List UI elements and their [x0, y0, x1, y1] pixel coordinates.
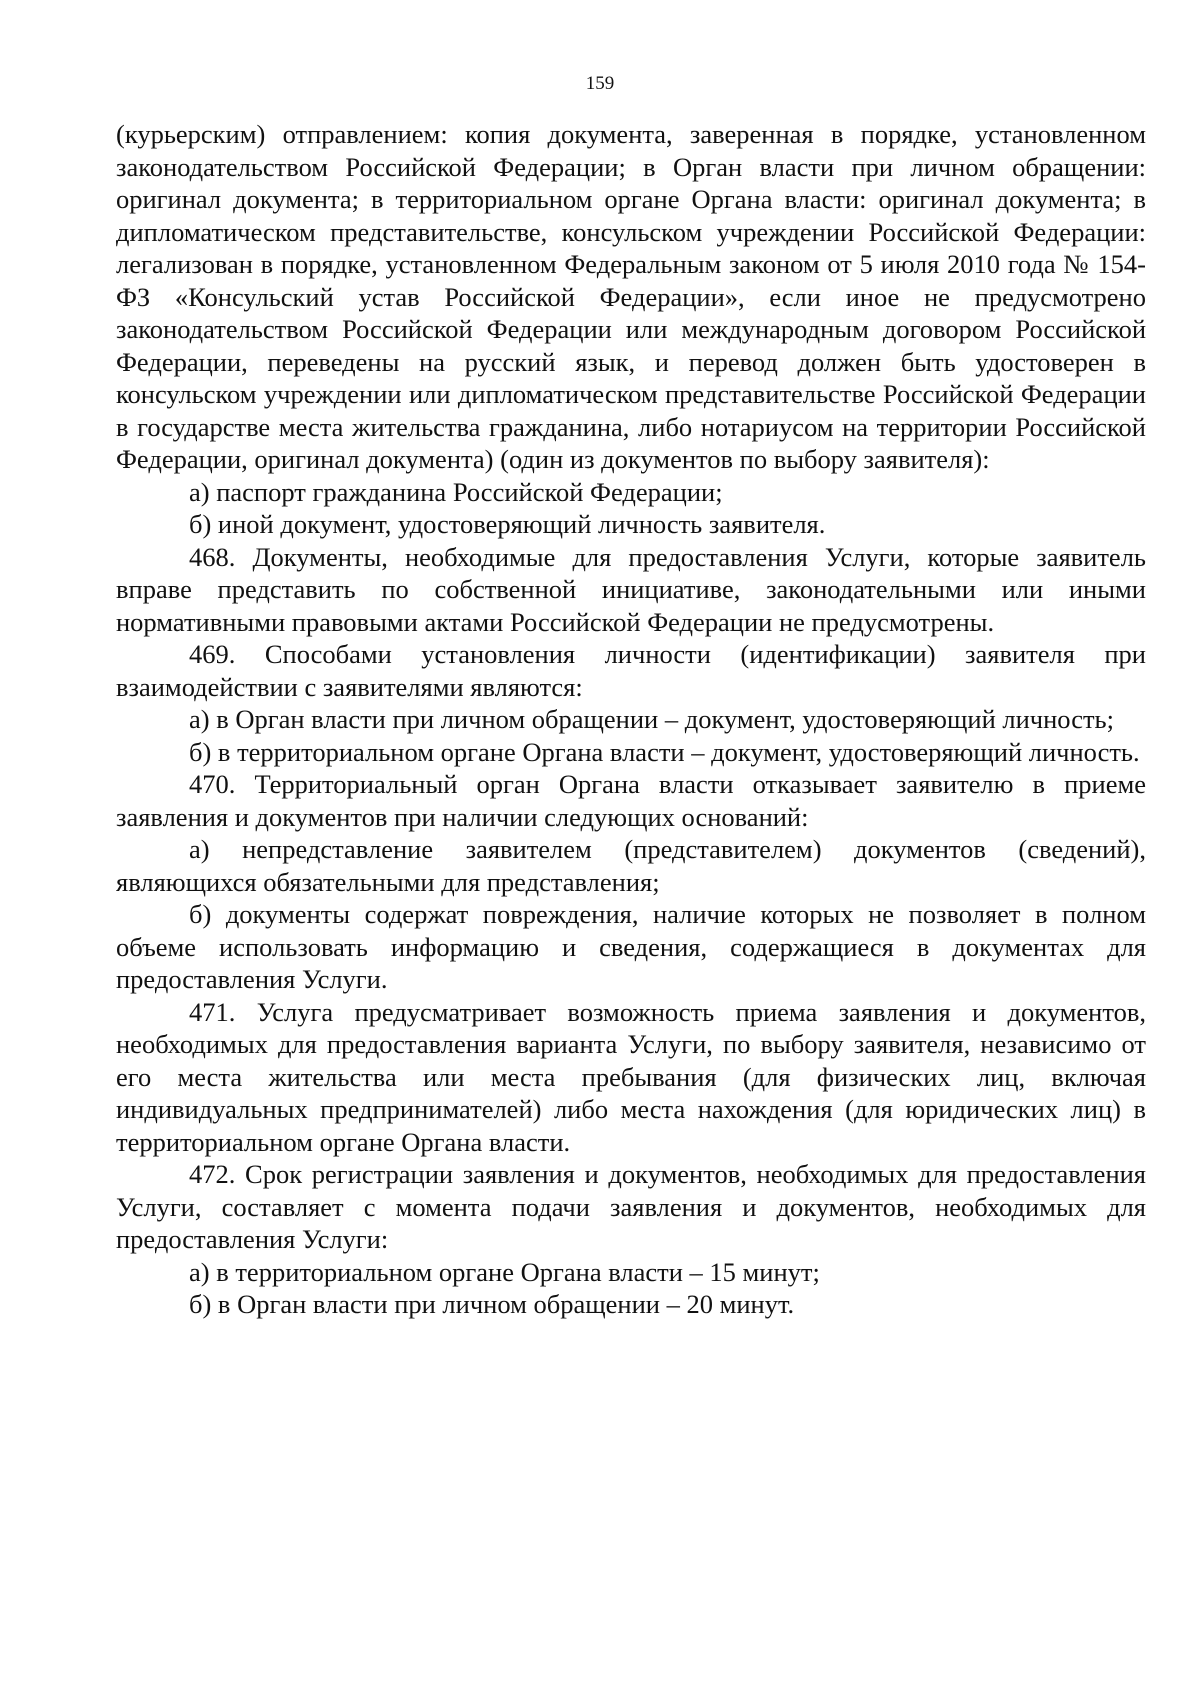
page-number: 159 [585, 73, 615, 94]
list-item-b-other-id: б) иной документ, удостоверяющий личность заявителя. [189, 509, 826, 539]
list-item-470-a: а) непредставление заявителем (представителем) документов (сведений), являющихся обязательными для представления; [116, 834, 1146, 897]
document-body [116, 118, 1146, 1321]
list-item-472-b: б) в Орган власти при личном обращении – 20 минут. [189, 1289, 795, 1319]
list-item-a-passport: а) паспорт гражданина Российской Федерации; [189, 476, 723, 507]
paragraph-continuation: (курьерским) отправлением: копия документа, заверенная в порядке, установленном законодательством Российской Федерации; в Орган власти при личном обращении: оригинал документа; в территориальном органе Органа власти: оригинал документа; в дипломатическом представительстве, консульском учреждении Российской Федерации: легализован в порядке, установленном Федеральным законом от 5 июля 2010 года № 154-ФЗ «Консульский устав Российской Федерации», если иное не предусмотрено законодательством Российской Федерации или международным договором Российской Федерации, переведены на русский язык, и перевод должен быть удостоверен в консульском учреждении или дипломатическом представительстве Российской Федерации в государстве места жительства гражданина, либо нотариусом на территории Российской Федерации, оригинал документа) (один из документов по выбору заявителя): [116, 119, 1146, 474]
paragraph-472: 472. Срок регистрации заявления и документов, необходимых для предоставления Услуги, составляет с момента подачи заявления и документов, необходимых для предоставления Услуги: [116, 1159, 1146, 1254]
list-item-469-b: б) в территориальном органе Органа власти – документ, удостоверяющий личность. [189, 736, 1140, 767]
paragraph-468: 468. Документы, необходимые для предоставления Услуги, которые заявитель вправе представить по собственной инициативе, законодательными или иными нормативными правовыми актами Российской Федерации не предусмотрены. [116, 541, 1146, 637]
paragraph-469: 469. Способами установления личности (идентификации) заявителя при взаимодействии с заявителями являются: [116, 639, 1146, 702]
list-item-470-b: б) документы содержат повреждения, наличие которых не позволяет в полном объеме использовать информацию и сведения, содержащиеся в документах для предоставления Услуги. [116, 899, 1146, 994]
list-item-469-a: а) в Орган власти при личном обращении – документ, удостоверяющий личность; [189, 704, 1114, 734]
list-item-472-a: а) в территориальном органе Органа власти – 15 минут; [189, 1256, 820, 1287]
paragraph-471: 471. Услуга предусматривает возможность приема заявления и документов, необходимых для предоставления варианта Услуги, по выбору заявителя, независимо от его места жительства или места пребывания (для физических лиц, включая индивидуальных предпринимателей) либо места нахождения (для юридических лиц) в территориальном органе Органа власти. [116, 996, 1146, 1157]
paragraph-470: 470. Территориальный орган Органа власти отказывает заявителю в приеме заявления и документов при наличии следующих оснований: [116, 769, 1146, 832]
